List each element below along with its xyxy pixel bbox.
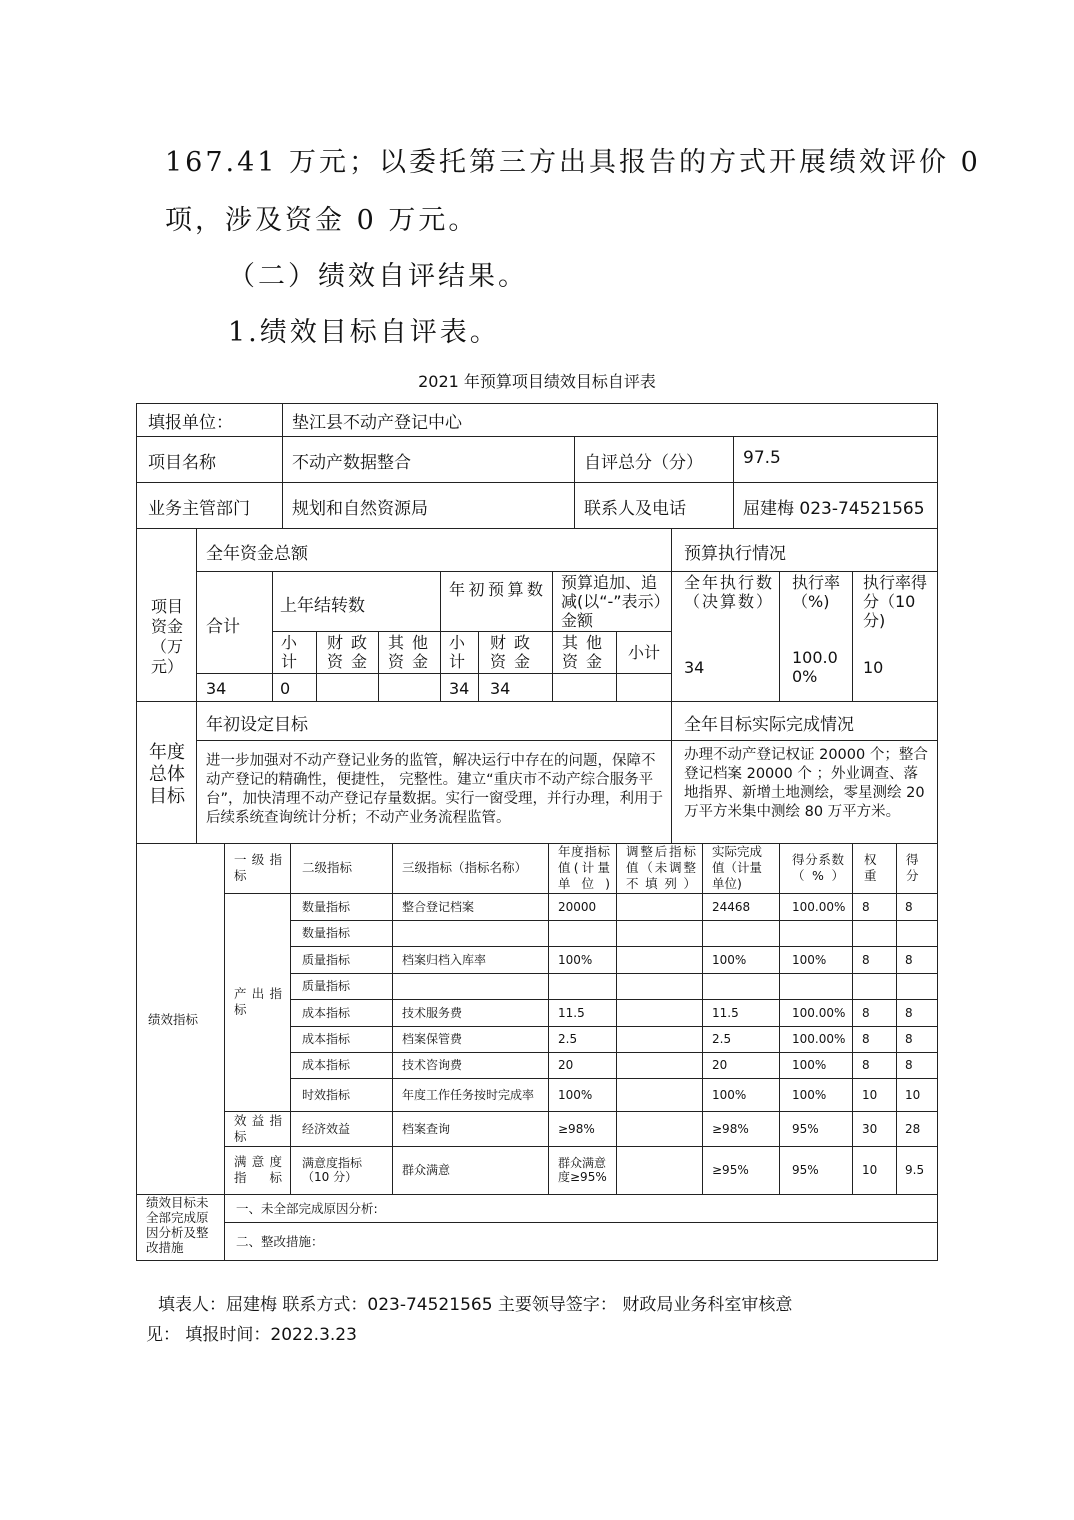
indicator-cell-adjusted bbox=[626, 1052, 696, 1078]
indicator-cell-level2: 满意度指标（10 分） bbox=[302, 1156, 363, 1184]
val-total: 34 bbox=[206, 679, 227, 698]
indicator-cell-weight: 8 bbox=[862, 1005, 870, 1020]
val-initial-subtotal: 34 bbox=[449, 679, 470, 698]
indicator-cell-actual: 11.5 bbox=[712, 1005, 739, 1020]
indicator-cell-adjusted bbox=[626, 973, 696, 999]
indicator-cell-score bbox=[905, 920, 935, 946]
group-output: 产出指标 bbox=[234, 986, 282, 1017]
col-initial-budget: 年初预算数 bbox=[449, 580, 543, 599]
indicator-cell-target bbox=[558, 920, 610, 946]
indicator-cell-weight: 8 bbox=[862, 952, 870, 967]
hdr-level3: 三级指标（指标名称） bbox=[402, 860, 528, 875]
indicator-cell-coef: 100% bbox=[792, 952, 827, 967]
val-rate-score: 10 bbox=[863, 658, 884, 677]
indicator-cell-coef: 100.00% bbox=[792, 899, 846, 914]
indicator-cell-weight: 30 bbox=[862, 1121, 878, 1136]
hdr-adjusted: 调整后指标值（未调整不填列） bbox=[626, 844, 696, 891]
sub-other: 其他资金 bbox=[388, 633, 428, 671]
val-carry-subtotal: 0 bbox=[280, 679, 291, 698]
indicator-cell-weight bbox=[862, 973, 892, 999]
col-adjustment: 预算追加、追减(以“-”表示）金额 bbox=[561, 573, 662, 630]
indicator-cell-actual: 24468 bbox=[712, 899, 751, 914]
hdr-coef: 得分系数（%） bbox=[792, 852, 844, 883]
funds-total-label: 全年资金总额 bbox=[206, 544, 308, 564]
col-rate-score: 执行率得分（10 分) bbox=[863, 573, 928, 630]
analysis-reason: 一、未全部完成原因分析: bbox=[236, 1201, 378, 1216]
indicator-cell-level3: 档案查询 bbox=[402, 1121, 451, 1136]
indicator-cell-weight: 10 bbox=[862, 1163, 878, 1177]
indicator-cell-target: 2.5 bbox=[558, 1032, 578, 1046]
indicator-cell-weight: 8 bbox=[862, 1032, 870, 1046]
indicator-cell-actual: ≥95% bbox=[712, 1163, 749, 1177]
intro-line-2: 项，涉及资金 0 万元。 bbox=[165, 205, 479, 236]
indicator-cell-adjusted bbox=[626, 893, 696, 920]
group-benefit: 效益指标 bbox=[234, 1113, 282, 1144]
indicator-cell-level2: 成本指标 bbox=[302, 1058, 351, 1072]
footer-line-2: 见： 填报时间：2022.3.23 bbox=[146, 1325, 357, 1345]
indicator-cell-score: 10 bbox=[905, 1087, 921, 1102]
indicator-cell-coef: 100% bbox=[792, 1087, 827, 1102]
indicator-cell-score: 8 bbox=[905, 1032, 913, 1046]
indicator-cell-level3: 群众满意 bbox=[402, 1163, 451, 1177]
dept-label: 业务主管部门 bbox=[148, 499, 250, 519]
hdr-score: 得分 bbox=[906, 852, 919, 883]
indicator-cell-score bbox=[905, 973, 935, 999]
indicator-cell-coef bbox=[792, 920, 848, 946]
indicator-cell-target: 11.5 bbox=[558, 1005, 585, 1020]
sub-subtotal: 小计 bbox=[281, 633, 298, 671]
indicator-cell-coef: 95% bbox=[792, 1121, 819, 1136]
val-actual-exec: 34 bbox=[684, 658, 705, 677]
indicator-cell-level2: 时效指标 bbox=[302, 1087, 351, 1102]
indicator-cell-score: 8 bbox=[905, 899, 913, 914]
intro-line-1: 167.41 万元；以委托第三方出具报告的方式开展绩效评价 0 bbox=[165, 147, 981, 178]
indicator-cell-actual: 100% bbox=[712, 952, 747, 967]
indicator-cell-actual: 100% bbox=[712, 1087, 747, 1102]
indicator-cell-level3: 整合登记档案 bbox=[402, 899, 475, 914]
indicator-cell-coef bbox=[792, 973, 848, 999]
total-score-value: 97.5 bbox=[743, 448, 781, 468]
table-title: 2021 年预算项目绩效目标自评表 bbox=[418, 372, 656, 391]
group-satisfaction: 满意度指标 bbox=[234, 1154, 282, 1185]
col-carryover: 上年结转数 bbox=[280, 596, 365, 616]
hdr-level2: 二级指标 bbox=[302, 860, 353, 875]
indicator-cell-level3: 档案归档入库率 bbox=[402, 952, 487, 967]
total-score-label: 自评总分（分） bbox=[584, 453, 703, 473]
indicator-cell-level2: 质量指标 bbox=[302, 979, 351, 993]
goals-set-label: 年初设定目标 bbox=[206, 715, 308, 735]
hdr-weight: 权重 bbox=[864, 852, 877, 883]
project-name-label: 项目名称 bbox=[148, 453, 216, 473]
hdr-actual: 实际完成值（计量单位) bbox=[712, 844, 763, 891]
indicator-cell-target: 群众满意度≥95% bbox=[558, 1156, 607, 1184]
val-initial-fiscal: 34 bbox=[490, 679, 511, 698]
indicator-cell-adjusted bbox=[626, 1146, 696, 1194]
indicator-cell-weight: 8 bbox=[862, 1058, 870, 1072]
indicator-cell-target: 20000 bbox=[558, 899, 597, 914]
indicator-cell-level3: 技术服务费 bbox=[402, 1005, 463, 1020]
sub-subtotal: 小计 bbox=[449, 633, 466, 671]
indicator-cell-level3 bbox=[402, 920, 544, 946]
indicator-cell-level3 bbox=[402, 973, 544, 999]
goals-done-text: 办理不动产登记权证 20000 个；整合登记档案 20000 个 ；外业调查、落地指界、新增土地测绘，零星测绘 20 万平方米集中测绘 80 万平方米。 bbox=[684, 747, 928, 820]
indicator-cell-coef: 100% bbox=[792, 1058, 827, 1072]
hdr-target: 年度指标值(计量单位) bbox=[558, 844, 610, 891]
footer-line-1: 填表人：屈建梅 联系方式：023-74521565 主要领导签字： 财政局业务科室审核意 bbox=[158, 1295, 793, 1315]
indicator-cell-adjusted bbox=[626, 1111, 696, 1146]
goals-done-label: 全年目标实际完成情况 bbox=[684, 715, 854, 735]
indicator-cell-level3: 年度工作任务按时完成率 bbox=[402, 1087, 535, 1102]
col-exec-rate: 执行率（%) bbox=[792, 573, 841, 611]
indicator-cell-target bbox=[558, 973, 610, 999]
dept-value: 规划和自然资源局 bbox=[292, 499, 428, 519]
indicator-cell-adjusted bbox=[626, 1026, 696, 1052]
sub-fiscal: 财政资金 bbox=[327, 633, 367, 671]
val-exec-rate: 100.00% bbox=[792, 648, 838, 686]
analysis-measures: 二、整改措施： bbox=[236, 1234, 324, 1249]
goals-row-label: 年度总体目标 bbox=[149, 742, 185, 807]
indicator-cell-weight: 10 bbox=[862, 1087, 878, 1102]
indicator-cell-adjusted bbox=[626, 946, 696, 973]
indicator-cell-coef: 100.00% bbox=[792, 1032, 846, 1046]
indicator-cell-coef: 100.00% bbox=[792, 1005, 846, 1020]
col-total: 合计 bbox=[206, 617, 240, 637]
sub-fiscal: 财政资金 bbox=[490, 633, 530, 671]
indicator-cell-actual bbox=[712, 973, 774, 999]
indicator-cell-weight bbox=[862, 920, 892, 946]
indicator-cell-score: 8 bbox=[905, 1058, 913, 1072]
indicator-cell-level2: 成本指标 bbox=[302, 1032, 351, 1046]
indicator-cell-adjusted bbox=[626, 999, 696, 1026]
analysis-label: 绩效目标未全部完成原因分析及整改措施 bbox=[146, 1195, 209, 1255]
indicator-cell-level2: 质量指标 bbox=[302, 952, 351, 967]
hdr-level1: 一级指标 bbox=[234, 852, 282, 883]
goals-set-text: 进一步加强对不动产登记业务的监管，解决运行中存在的问题，保障不动产登记的精确性，便捷性， 完整性。建立“重庆市不动产综合服务平台”，加快清理不动产登记存量数据。实行一窗受理，并行办理，利用于后续系统查询统计分析；不动产业务流程监管。 bbox=[206, 753, 664, 826]
contact-label: 联系人及电话 bbox=[584, 499, 686, 519]
indicator-cell-level2: 成本指标 bbox=[302, 1005, 351, 1020]
indicator-cell-target: 100% bbox=[558, 952, 593, 967]
unit-value: 垫江县不动产登记中心 bbox=[292, 413, 462, 433]
col-actual-exec: 全年执行数（决算数） bbox=[684, 573, 772, 611]
indicator-cell-actual bbox=[712, 920, 774, 946]
indicator-cell-coef: 95% bbox=[792, 1163, 819, 1177]
indicator-cell-adjusted bbox=[626, 920, 696, 946]
indicators-label: 绩效指标 bbox=[148, 1012, 199, 1027]
indicator-cell-score: 28 bbox=[905, 1121, 921, 1136]
indicator-cell-level2: 经济效益 bbox=[302, 1121, 351, 1136]
indicator-cell-level3: 档案保管费 bbox=[402, 1032, 463, 1046]
indicator-cell-score: 8 bbox=[905, 952, 913, 967]
sub-subtotal: 小计 bbox=[628, 643, 661, 662]
indicator-cell-level2: 数量指标 bbox=[302, 899, 351, 914]
indicator-cell-actual: 2.5 bbox=[712, 1032, 732, 1046]
contact-value: 屈建梅 023-74521565 bbox=[743, 499, 925, 519]
indicator-cell-weight: 8 bbox=[862, 899, 870, 914]
project-name-value: 不动产数据整合 bbox=[292, 453, 411, 473]
unit-label: 填报单位： bbox=[148, 413, 233, 433]
sub-other: 其他资金 bbox=[562, 633, 602, 671]
indicator-cell-target: ≥98% bbox=[558, 1121, 595, 1136]
subsection-heading: 1.绩效目标自评表。 bbox=[228, 317, 500, 348]
indicator-cell-score: 9.5 bbox=[905, 1163, 925, 1177]
indicator-cell-target: 20 bbox=[558, 1058, 574, 1072]
budget-exec-label: 预算执行情况 bbox=[684, 544, 786, 564]
indicator-cell-level3: 技术咨询费 bbox=[402, 1058, 463, 1072]
indicator-cell-score: 8 bbox=[905, 1005, 913, 1020]
indicator-cell-level2: 数量指标 bbox=[302, 926, 351, 940]
indicator-cell-adjusted bbox=[626, 1078, 696, 1111]
section-heading: （二）绩效自评结果。 bbox=[228, 261, 528, 292]
funds-row-label: 项目资金（万元） bbox=[150, 597, 183, 676]
indicator-cell-actual: ≥98% bbox=[712, 1121, 749, 1136]
indicator-cell-actual: 20 bbox=[712, 1058, 728, 1072]
indicator-cell-target: 100% bbox=[558, 1087, 593, 1102]
